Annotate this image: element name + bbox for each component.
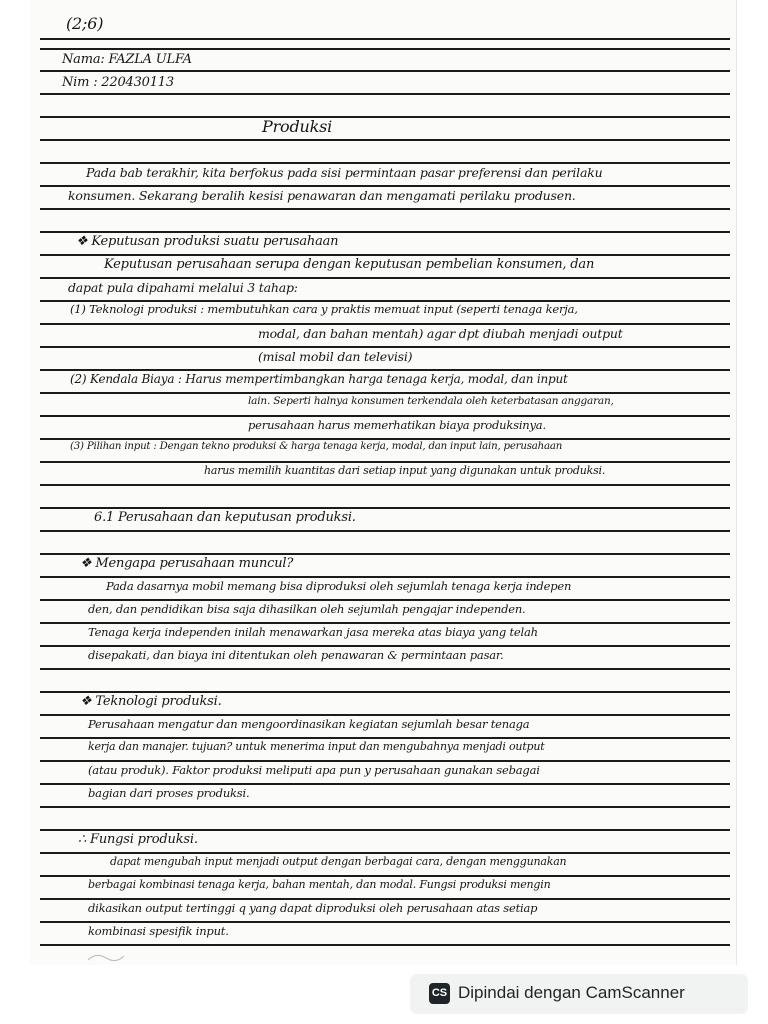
fungsi-line-2: berbagai kombinasi tenaga kerja, bahan mentah, dan modal. Fungsi produksi mengin	[88, 878, 551, 891]
rule-line	[40, 93, 730, 95]
camscanner-watermark	[410, 974, 748, 1014]
keputusan-heading: ❖ Keputusan produksi suatu perusahaan	[76, 234, 339, 249]
rule-line	[40, 392, 730, 394]
tahap-3-line-2: harus memilih kuantitas dari setiap input yang digunakan untuk produksi.	[204, 464, 606, 477]
bleed-through-mark	[86, 950, 126, 964]
rule-line	[40, 346, 730, 348]
rule-line	[40, 898, 730, 900]
keputusan-line-1: Keputusan perusahaan serupa dengan keputusan pembelian konsumen, dan	[104, 257, 595, 272]
rule-line	[40, 714, 730, 716]
teknologi-heading: ❖ Teknologi produksi.	[80, 694, 222, 709]
rule-line	[40, 645, 730, 647]
header-code: (2;6)	[66, 14, 104, 33]
rule-line	[40, 231, 730, 233]
rule-line	[40, 783, 730, 785]
rule-line	[40, 369, 730, 371]
mengapa-line-4: disepakati, dan biaya ini ditentukan oleh penawaran & permintaan pasar.	[88, 648, 504, 662]
rule-line	[40, 208, 730, 210]
tahap-2-line-2: lain. Seperti halnya konsumen terkendala oleh keterbatasan anggaran,	[248, 395, 614, 407]
section-6-1-heading: 6.1 Perusahaan dan keputusan produksi.	[94, 510, 356, 525]
teknologi-line-2: kerja dan manajer. tujuan? untuk menerima input dan mengubahnya menjadi output	[88, 740, 545, 753]
rule-line	[40, 415, 730, 417]
tahap-1-line-1: (1) Teknologi produksi : membutuhkan cara y praktis memuat input (seperti tenaga kerja,	[70, 302, 578, 316]
fungsi-line-4: kombinasi spesifik input.	[88, 924, 229, 938]
rule-line	[40, 875, 730, 877]
rule-line	[40, 38, 730, 40]
rule-line	[40, 760, 730, 762]
page-title: Produksi	[262, 117, 333, 136]
intro-line-2: konsumen. Sekarang beralih kesisi penawaran dan mengamati perilaku produsen.	[68, 188, 576, 203]
rule-line	[40, 162, 730, 164]
mengapa-line-3: Tenaga kerja independen inilah menawarkan jasa mereka atas biaya yang telah	[88, 625, 538, 639]
tahap-3-line-1: (3) Pilihan input : Dengan tekno produksi & harga tenaga kerja, modal, dan input lain, perusahaan	[70, 441, 563, 452]
rule-line	[40, 737, 730, 739]
rule-line	[40, 254, 730, 256]
rule-line	[40, 944, 730, 946]
tahap-1-line-2: modal, dan bahan mentah) agar dpt diubah menjadi output	[258, 326, 623, 341]
notebook-page	[30, 0, 737, 965]
rule-line	[40, 461, 730, 463]
rule-line	[40, 185, 730, 187]
rule-line	[40, 921, 730, 923]
camscanner-logo-icon: CS	[429, 983, 450, 1004]
rule-line	[40, 622, 730, 624]
rule-line	[40, 691, 730, 693]
intro-line-1: Pada bab terakhir, kita berfokus pada sisi permintaan pasar preferensi dan perilaku	[86, 165, 603, 180]
rule-line	[40, 668, 730, 670]
tahap-2-line-3: perusahaan harus memerhatikan biaya produksinya.	[248, 418, 546, 432]
mengapa-heading: ❖ Mengapa perusahaan muncul?	[80, 556, 294, 571]
rule-line	[40, 806, 730, 808]
fungsi-line-1: dapat mengubah input menjadi output dengan berbagai cara, dengan menggunakan	[110, 855, 567, 868]
rule-line	[40, 576, 730, 578]
fungsi-heading: ∴ Fungsi produksi.	[78, 832, 198, 847]
rule-line	[40, 438, 730, 440]
rule-line	[40, 852, 730, 854]
tahap-2-line-1: (2) Kendala Biaya : Harus mempertimbangkan harga tenaga kerja, modal, dan input	[70, 372, 568, 386]
rule-line	[40, 599, 730, 601]
rule-line	[40, 829, 730, 831]
rule-line	[40, 70, 730, 72]
rule-line	[40, 323, 730, 325]
keputusan-line-2: dapat pula dipahami melalui 3 tahap:	[68, 280, 298, 295]
student-name: Nama: FAZLA ULFA	[62, 52, 192, 67]
rule-line	[40, 116, 730, 118]
fungsi-line-3: dikasikan output tertinggi q yang dapat diproduksi oleh perusahaan atas setiap	[88, 901, 538, 915]
student-nim: Nim : 220430113	[62, 75, 174, 90]
rule-line	[40, 484, 730, 486]
teknologi-line-1: Perusahaan mengatur dan mengoordinasikan kegiatan sejumlah besar tenaga	[88, 717, 530, 731]
tahap-1-line-3: (misal mobil dan televisi)	[258, 349, 413, 364]
mengapa-line-1: Pada dasarnya mobil memang bisa diproduksi oleh sejumlah tenaga kerja indepen	[106, 579, 572, 593]
rule-line	[40, 553, 730, 555]
rule-line	[40, 530, 730, 532]
mengapa-line-2: den, dan pendidikan bisa saja dihasilkan oleh sejumlah pengajar independen.	[88, 602, 526, 616]
rule-line	[40, 507, 730, 509]
teknologi-line-3: (atau produk). Faktor produksi meliputi apa pun y perusahaan gunakan sebagai	[88, 763, 540, 777]
rule-line	[40, 48, 730, 50]
rule-line	[40, 139, 730, 141]
camscanner-label: Dipindai dengan CamScanner	[458, 983, 685, 1002]
teknologi-line-4: bagian dari proses produksi.	[88, 786, 250, 800]
rule-line	[40, 277, 730, 279]
